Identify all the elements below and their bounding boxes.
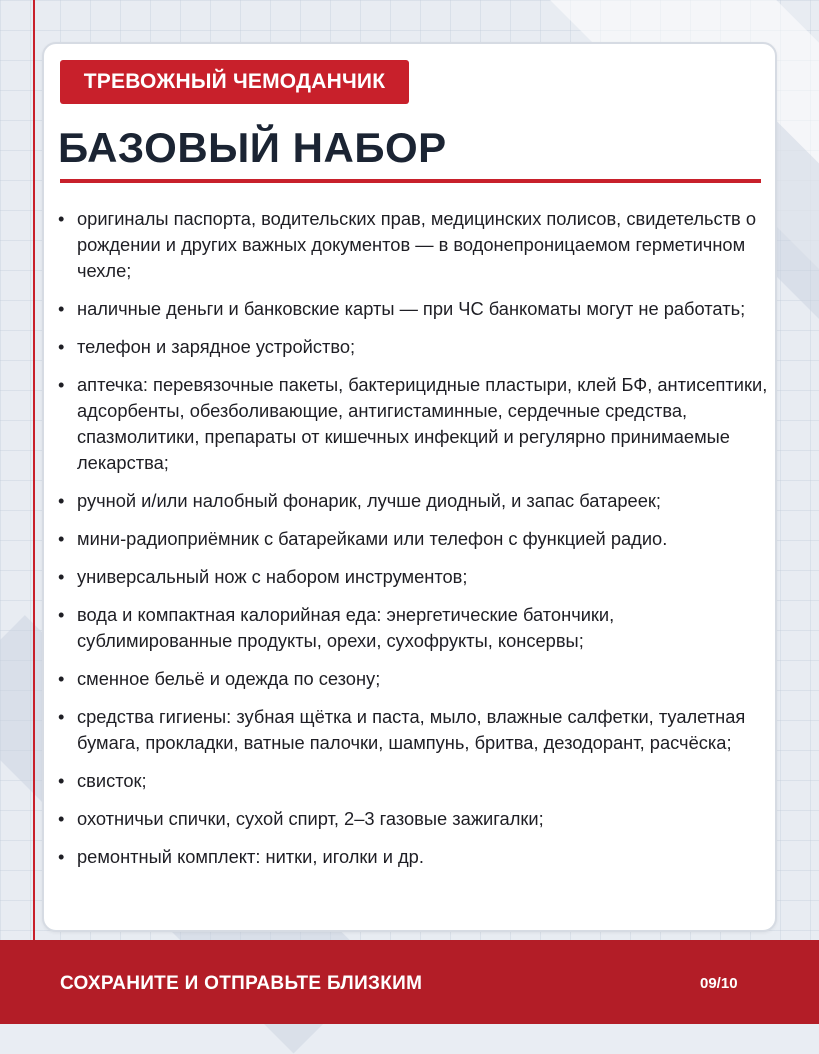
list-item: • сменное бельё и одежда по сезону; — [58, 666, 772, 692]
checklist — [58, 206, 772, 882]
page-title: БАЗОВЫЙ НАБОР — [58, 124, 447, 171]
list-item: • телефон и зарядное устройство; — [58, 334, 772, 360]
list-item: • наличные деньги и банковские карты — при ЧС банкоматы могут не работать; — [58, 296, 772, 322]
list-item: • средства гигиены: зубная щётка и паста, мыло, влажные салфетки, туалетная бумага, прокладки, ватные палочки, шампунь, бритва, дезодорант, расчёска; — [58, 704, 772, 756]
list-item: • аптечка: перевязочные пакеты, бактерицидные пластыри, клей БФ, антисептики, адсорбенты, обезболивающие, антигистаминные, сердечные средства, спазмолитики, препараты от кишечных инфекций и регулярно принимаемые лекарства; — [58, 372, 772, 476]
list-item: • свисток; — [58, 768, 772, 794]
vertical-accent-line — [33, 0, 35, 940]
list-item: • мини-радиоприёмник с батарейками или телефон с функцией радио. — [58, 526, 772, 552]
list-item: • ручной и/или налобный фонарик, лучше диодный, и запас батареек; — [58, 488, 772, 514]
list-item: • универсальный нож с набором инструментов; — [58, 564, 772, 590]
list-item: • вода и компактная калорийная еда: энергетические батончики, сублимированные продукты, орехи, сухофрукты, консервы; — [58, 602, 772, 654]
footer-cta: СОХРАНИТЕ И ОТПРАВЬТЕ БЛИЗКИМ — [60, 973, 423, 994]
list-item: • ремонтный комплект: нитки, иголки и др. — [58, 844, 772, 870]
title-divider — [60, 179, 761, 183]
list-item: • охотничьи спички, сухой спирт, 2–3 газовые зажигалки; — [58, 806, 772, 832]
page-number: 09/10 — [700, 975, 738, 992]
topic-tag: ТРЕВОЖНЫЙ ЧЕМОДАНЧИК — [60, 60, 409, 104]
list-item: • оригиналы паспорта, водительских прав, медицинских полисов, свидетельств о рождении и других важных документов — в водонепроницаемом герметичном чехле; — [58, 206, 772, 284]
